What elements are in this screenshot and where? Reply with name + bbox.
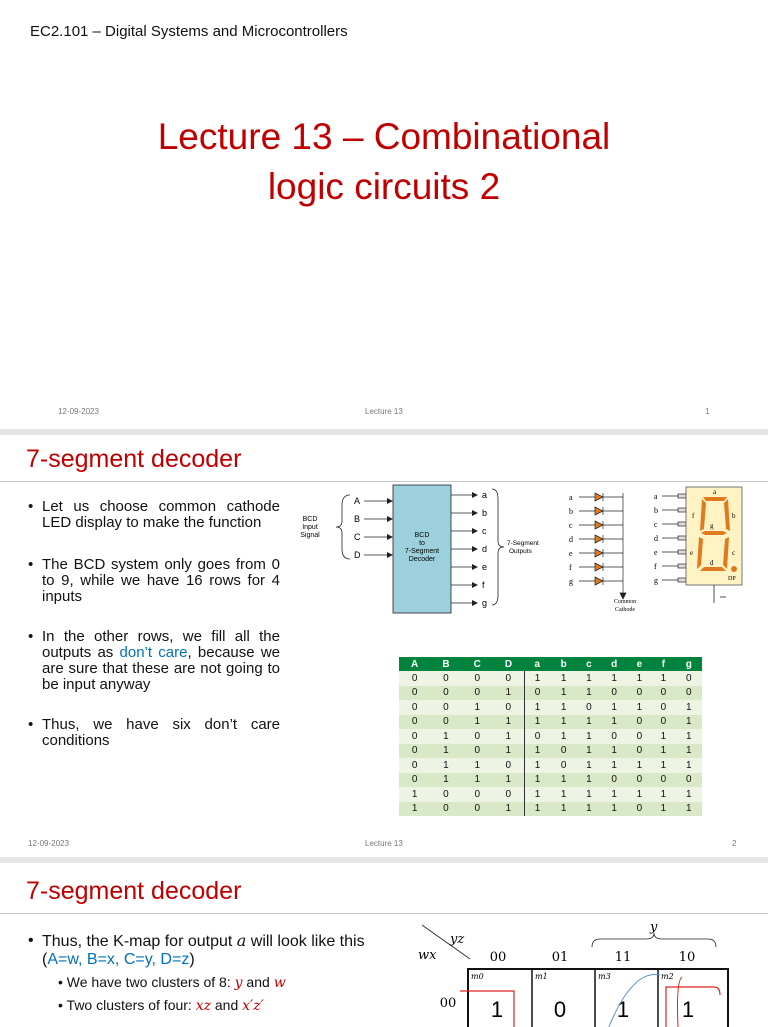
lecture-title-line1: Lecture 13 – Combinational xyxy=(157,116,611,157)
truth-table-cell: 0 xyxy=(399,773,430,788)
truth-table-cell: 1 xyxy=(493,773,524,788)
cluster-term: x′z′ xyxy=(242,998,264,1014)
kmap-col-header: 01 xyxy=(551,950,569,965)
truth-table-cell: 1 xyxy=(462,700,493,715)
truth-table-cell: 0 xyxy=(627,715,651,730)
led-label-c: c xyxy=(569,521,573,530)
truth-table-cell: 0 xyxy=(627,729,651,744)
truth-table-cell: 1 xyxy=(493,715,524,730)
kmap-sub-bullet: • We have two clusters of 8: y and w xyxy=(58,974,286,991)
lecture-title xyxy=(0,112,768,212)
output-label-c: c xyxy=(482,526,487,536)
truth-table-cell: 0 xyxy=(493,671,524,686)
truth-table-cell: 1 xyxy=(430,773,461,788)
truth-table-cell: 1 xyxy=(651,802,675,817)
truth-table-cell: 0 xyxy=(430,671,461,686)
segment-label-a: a xyxy=(713,488,717,496)
truth-table-cell: 1 xyxy=(462,773,493,788)
truth-table-row xyxy=(399,773,702,788)
course-title: EC2.101 – Digital Systems and Microcontrollers xyxy=(30,23,348,40)
dont-care-highlight: don’t care xyxy=(119,644,188,661)
truth-table-cell: 1 xyxy=(524,700,550,715)
lecture-title-line2: logic circuits 2 xyxy=(267,166,501,207)
truth-table-cell: 0 xyxy=(399,729,430,744)
truth-table-cell: 1 xyxy=(493,744,524,759)
output-variable: a xyxy=(236,931,247,950)
truth-table-cell: 1 xyxy=(399,802,430,817)
truth-table-cell: 0 xyxy=(651,773,675,788)
decoder-box-label: Decoder xyxy=(408,556,436,563)
input-arrows xyxy=(354,496,393,560)
truth-table-body xyxy=(399,671,702,816)
output-label-a: a xyxy=(482,490,488,500)
kmap-minterm: m3 xyxy=(598,972,611,981)
truth-table-cell: 0 xyxy=(430,802,461,817)
truth-table-cell: 0 xyxy=(651,700,675,715)
truth-table-cell: 1 xyxy=(601,715,627,730)
output-label-f: f xyxy=(482,580,485,590)
led-label-g: g xyxy=(569,577,573,586)
truth-table-cell: 1 xyxy=(627,758,651,773)
kmap-cell-value: 1 xyxy=(616,997,630,1022)
truth-table-cell: 1 xyxy=(651,787,675,802)
led-diodes xyxy=(579,493,626,599)
truth-table-cell: 1 xyxy=(524,671,550,686)
output-arrows xyxy=(451,490,487,608)
footer-date: 12-09-2023 xyxy=(28,839,69,848)
segment-label-dp: DP xyxy=(728,576,736,582)
truth-table-cell: 1 xyxy=(524,758,550,773)
truth-table-cell: 0 xyxy=(601,686,627,701)
footer-page-number: 1 xyxy=(705,407,710,416)
truth-table-cell: 1 xyxy=(601,802,627,817)
truth-table-cell: 0 xyxy=(399,758,430,773)
truth-table-cell: 1 xyxy=(577,744,601,759)
kmap-cluster-curve xyxy=(605,975,660,1027)
truth-table-cell: 1 xyxy=(550,700,576,715)
bullet-item: • Let us choose common cathode LED display to make the function xyxy=(28,499,280,531)
truth-table-cell: 0 xyxy=(524,686,550,701)
truth-table-cell: 0 xyxy=(399,715,430,730)
display-pin-label-b: b xyxy=(654,506,658,515)
footer-date: 12-09-2023 xyxy=(58,407,99,416)
kmap-cell-value: 1 xyxy=(681,997,695,1022)
common-cathode-label: Common xyxy=(613,599,637,605)
truth-table-cell: 0 xyxy=(601,773,627,788)
truth-table-cell: 0 xyxy=(399,744,430,759)
segment-label-g: g xyxy=(710,522,714,530)
truth-table-cell: 0 xyxy=(524,729,550,744)
truth-table-cell: 1 xyxy=(675,715,702,730)
output-label-g: g xyxy=(482,598,488,608)
truth-table-row xyxy=(399,686,702,701)
truth-table-cell: 0 xyxy=(462,744,493,759)
truth-table-cell: 0 xyxy=(462,787,493,802)
truth-table-cell: 1 xyxy=(430,758,461,773)
kmap-bullet: • Thus, the K-map for output a will look like this (A=w, B=x, C=y, D=z) xyxy=(28,931,365,968)
truth-table-header-cell: b xyxy=(550,657,576,671)
truth-table-cell: 1 xyxy=(651,671,675,686)
led-label-a: a xyxy=(569,493,573,502)
truth-table-cell: 1 xyxy=(675,802,702,817)
kmap-cell-value: 0 xyxy=(553,997,567,1022)
truth-table-header-cell: C xyxy=(462,657,493,671)
slide-2 xyxy=(0,435,768,857)
truth-table-cell: 0 xyxy=(627,802,651,817)
cluster-term: xz xyxy=(195,998,211,1014)
truth-table-row xyxy=(399,671,702,686)
slide-3 xyxy=(0,863,768,1024)
truth-table-header-cell: B xyxy=(430,657,461,671)
bullet-list xyxy=(28,499,280,749)
kmap-brace xyxy=(592,933,716,947)
truth-table-cell: 1 xyxy=(524,787,550,802)
input-label-c: C xyxy=(354,532,361,542)
kmap-row-variable: wx xyxy=(418,948,437,963)
truth-table-cell: 0 xyxy=(430,686,461,701)
truth-table-cell: 1 xyxy=(627,787,651,802)
truth-table-cell: 1 xyxy=(430,744,461,759)
truth-table-cell: 1 xyxy=(550,715,576,730)
display-pin-label-d: d xyxy=(654,534,658,543)
bullet-item: • The BCD system only goes from 0 to 9, while we have 16 rows for 4 inputs xyxy=(28,557,280,605)
kmap-minterm: m1 xyxy=(535,972,548,981)
truth-table-cell: 0 xyxy=(462,802,493,817)
truth-table-row xyxy=(399,729,702,744)
truth-table-cell: 0 xyxy=(601,729,627,744)
segment-label-e: e xyxy=(690,549,694,557)
truth-table-cell: 0 xyxy=(462,686,493,701)
led-label-e: e xyxy=(569,549,573,558)
truth-table-cell: 1 xyxy=(399,787,430,802)
cluster-term: w xyxy=(273,975,286,991)
truth-table-cell: 0 xyxy=(430,787,461,802)
truth-table-cell: 0 xyxy=(462,729,493,744)
truth-table-cell: 0 xyxy=(430,715,461,730)
truth-table-cell: 1 xyxy=(577,787,601,802)
kmap-sub-bullet: • Two clusters of four: xz and x′z′ xyxy=(58,997,264,1014)
truth-table-header-cell: g xyxy=(675,657,702,671)
truth-table-header-cell: c xyxy=(577,657,601,671)
truth-table-cell: 1 xyxy=(524,802,550,817)
bullet-item: • Thus, we have six don’t care conditions xyxy=(28,717,280,749)
truth-table-cell: 0 xyxy=(399,671,430,686)
truth-table-cell: 1 xyxy=(524,773,550,788)
display-pin-label-g: g xyxy=(654,576,658,585)
truth-table-cell: 1 xyxy=(577,671,601,686)
truth-table xyxy=(399,657,702,816)
truth-table-cell: 0 xyxy=(627,744,651,759)
seven-segment-display xyxy=(652,485,747,620)
truth-table-header-cell: f xyxy=(651,657,675,671)
common-cathode-label: Cathode xyxy=(615,607,635,613)
segment-outputs-label: 7-Segment xyxy=(507,540,539,547)
truth-table-cell: 1 xyxy=(601,787,627,802)
truth-table-cell: 0 xyxy=(550,758,576,773)
output-label-b: b xyxy=(482,508,488,518)
truth-table-cell: 0 xyxy=(651,715,675,730)
cluster-term: y xyxy=(234,975,243,991)
display-pin-label-a: a xyxy=(654,492,658,501)
truth-table-cell: 1 xyxy=(550,686,576,701)
truth-table-cell: 0 xyxy=(675,671,702,686)
led-label-f: f xyxy=(569,563,572,572)
input-label-d: D xyxy=(354,550,361,560)
variable-mapping: A=w, B=x, C=y, D=z xyxy=(47,951,190,968)
input-label-a: A xyxy=(354,496,361,506)
truth-table-cell: 1 xyxy=(493,802,524,817)
truth-table-cell: 1 xyxy=(601,700,627,715)
truth-table-cell: 1 xyxy=(550,729,576,744)
truth-table-cell: 0 xyxy=(430,700,461,715)
output-brace xyxy=(492,489,504,605)
segment-label-f: f xyxy=(692,512,695,520)
truth-table-cell: 0 xyxy=(675,686,702,701)
truth-table-cell: 1 xyxy=(462,758,493,773)
decoder-box-label: 7-Segment xyxy=(404,548,440,555)
output-label-e: e xyxy=(482,562,488,572)
truth-table-cell: 1 xyxy=(550,802,576,817)
truth-table-cell: 1 xyxy=(651,758,675,773)
display-pin-label-f: f xyxy=(654,562,657,571)
kmap-cell-value: 1 xyxy=(490,997,504,1022)
truth-table-cell: 1 xyxy=(462,715,493,730)
truth-table-cell: 0 xyxy=(399,686,430,701)
truth-table-row xyxy=(399,744,702,759)
truth-table-cell: 1 xyxy=(524,715,550,730)
truth-table-cell: 1 xyxy=(577,802,601,817)
truth-table-row xyxy=(399,758,702,773)
decoder-block-diagram xyxy=(294,485,539,620)
truth-table-cell: 1 xyxy=(675,787,702,802)
led-label-b: b xyxy=(569,507,573,516)
truth-table-row xyxy=(399,802,702,817)
truth-table-cell: 1 xyxy=(627,700,651,715)
truth-table-cell: 1 xyxy=(577,729,601,744)
truth-table-header-row xyxy=(399,657,702,671)
truth-table-cell: 1 xyxy=(675,729,702,744)
footer-page-number: 2 xyxy=(732,839,737,848)
kmap-col-header: 00 xyxy=(489,950,507,965)
truth-table-cell: 1 xyxy=(577,773,601,788)
slide-heading: 7-segment decoder xyxy=(26,877,242,905)
kmap-minterm: m0 xyxy=(471,972,484,981)
kmap-brace-variable: y xyxy=(650,920,658,935)
truth-table-header-cell: a xyxy=(524,657,550,671)
truth-table-header-cell: e xyxy=(627,657,651,671)
truth-table-cell: 1 xyxy=(577,715,601,730)
bcd-input-label: BCD xyxy=(302,516,318,523)
truth-table-cell: 1 xyxy=(601,744,627,759)
heading-rule xyxy=(0,481,768,482)
truth-table-cell: 1 xyxy=(577,686,601,701)
truth-table-cell: 1 xyxy=(550,671,576,686)
truth-table-cell: 0 xyxy=(651,686,675,701)
truth-table-cell: 0 xyxy=(627,686,651,701)
truth-table-cell: 1 xyxy=(493,686,524,701)
bcd-input-label: Signal xyxy=(300,532,320,539)
truth-table-row xyxy=(399,700,702,715)
led-label-d: d xyxy=(569,535,573,544)
truth-table-cell: 1 xyxy=(675,700,702,715)
footer-lecture: Lecture 13 xyxy=(365,407,403,416)
truth-table-cell: 1 xyxy=(524,744,550,759)
heading-rule xyxy=(0,913,768,914)
truth-table-cell: 1 xyxy=(651,729,675,744)
kmap-col-variable: yz xyxy=(450,932,465,947)
truth-table-cell: 1 xyxy=(675,744,702,759)
bcd-input-label: Input xyxy=(302,524,318,531)
input-brace xyxy=(336,495,350,559)
truth-table-cell: 0 xyxy=(550,744,576,759)
decoder-box-label: BCD xyxy=(414,532,430,539)
segment-label-b: b xyxy=(732,512,736,520)
truth-table-row xyxy=(399,715,702,730)
truth-table-cell: 1 xyxy=(601,758,627,773)
truth-table-cell: 0 xyxy=(493,787,524,802)
truth-table-cell: 1 xyxy=(601,671,627,686)
truth-table-header-cell: A xyxy=(399,657,430,671)
segment-outputs-label: Outputs xyxy=(509,548,532,555)
truth-table-cell: 0 xyxy=(627,773,651,788)
kmap-minterm: m2 xyxy=(661,972,674,981)
kmap-col-header: 11 xyxy=(614,950,632,965)
kmap-col-header: 10 xyxy=(678,950,696,965)
truth-table-cell: 1 xyxy=(550,787,576,802)
decoder-box-label: to xyxy=(419,540,425,547)
slide-1 xyxy=(0,0,768,429)
karnaugh-map xyxy=(410,917,740,1027)
bullet-item: • In the other rows, we fill all the outputs as don’t care, because we are sure that these are not going to be input anyway xyxy=(28,629,280,693)
kmap-row-header: 00 xyxy=(439,996,457,1011)
segment-label-d: d xyxy=(710,559,714,567)
truth-table-cell: 1 xyxy=(675,758,702,773)
truth-table-header-cell: D xyxy=(493,657,524,671)
truth-table-cell: 1 xyxy=(651,744,675,759)
truth-table-header-cell: d xyxy=(601,657,627,671)
segment-label-c: c xyxy=(732,549,736,557)
display-pin-label-e: e xyxy=(654,548,658,557)
truth-table-cell: 1 xyxy=(493,729,524,744)
truth-table-row xyxy=(399,787,702,802)
truth-table-cell: 0 xyxy=(399,700,430,715)
truth-table-cell: 1 xyxy=(430,729,461,744)
truth-table-cell: 1 xyxy=(627,671,651,686)
output-label-d: d xyxy=(482,544,488,554)
truth-table-cell: 1 xyxy=(577,758,601,773)
footer-lecture: Lecture 13 xyxy=(365,839,403,848)
truth-table-cell: 0 xyxy=(493,758,524,773)
truth-table-cell: 1 xyxy=(550,773,576,788)
truth-table-cell: 0 xyxy=(462,671,493,686)
truth-table-cell: 0 xyxy=(675,773,702,788)
display-pin-label-c: c xyxy=(654,520,658,529)
truth-table-cell: 0 xyxy=(493,700,524,715)
slide-heading: 7-segment decoder xyxy=(26,445,242,473)
truth-table-cell: 0 xyxy=(577,700,601,715)
input-label-b: B xyxy=(354,514,361,524)
